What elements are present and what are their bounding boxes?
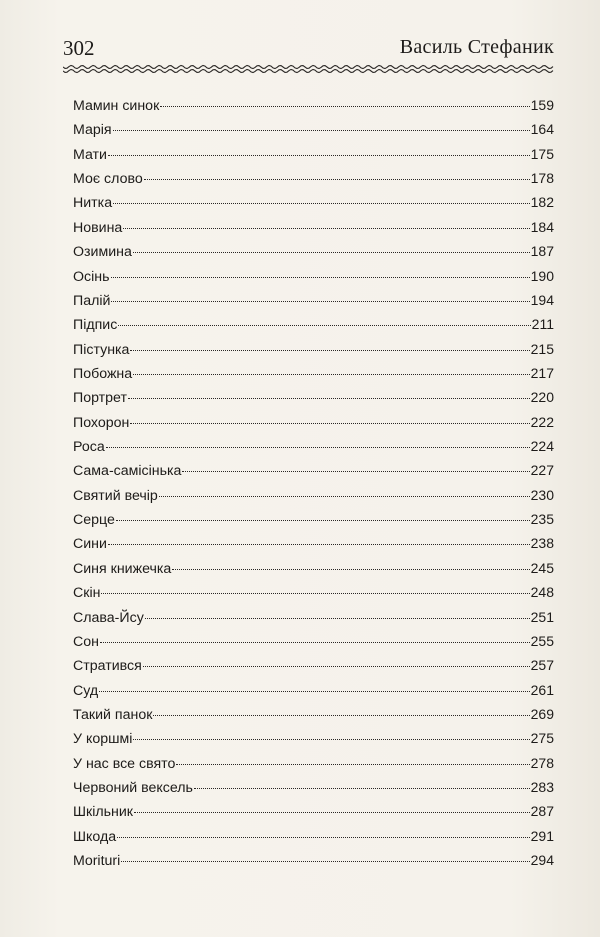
- toc-entry-title: Скін: [73, 585, 101, 602]
- toc-entry-page: 164: [530, 121, 554, 138]
- toc-entry: [73, 609, 554, 633]
- dot-leader: [143, 666, 530, 667]
- dot-leader: [133, 739, 529, 740]
- toc-entry-title: Сон: [73, 633, 99, 650]
- toc-entry-title: Марія: [73, 122, 112, 139]
- dot-leader: [145, 618, 530, 619]
- toc-entry-page: 261: [530, 681, 554, 698]
- dot-leader: [99, 691, 529, 692]
- toc-entry-title: Сини: [73, 536, 107, 553]
- toc-entry: [73, 292, 554, 316]
- toc-entry-page: 190: [530, 267, 554, 284]
- toc-entry-page: 187: [530, 243, 554, 260]
- toc-entry: [73, 194, 554, 218]
- dot-leader: [111, 277, 530, 278]
- toc-entry-title: Палій: [73, 292, 111, 309]
- dot-leader: [159, 496, 530, 497]
- author-name: Василь Стефаник: [399, 36, 554, 58]
- toc-entry-title: Святий вечір: [73, 487, 158, 504]
- dot-leader: [113, 130, 530, 131]
- toc-entry: [73, 462, 554, 486]
- toc-entry-title: Пістунка: [73, 341, 130, 358]
- toc-entry-title: Червоний вексель: [73, 780, 193, 797]
- toc-entry: [73, 511, 554, 535]
- toc-entry: [73, 121, 554, 145]
- dot-leader: [121, 861, 529, 862]
- toc-entry-title: Осінь: [73, 268, 110, 285]
- toc-entry-page: 220: [530, 389, 554, 406]
- toc-entry-title: Синя книжечка: [73, 560, 172, 577]
- toc-entry-page: 255: [530, 632, 554, 649]
- toc-entry: [73, 730, 554, 754]
- toc-entry-page: 227: [530, 462, 554, 479]
- toc-entry: [73, 146, 554, 170]
- dot-leader: [128, 398, 530, 399]
- dot-leader: [144, 179, 530, 180]
- toc-entry-page: 245: [530, 559, 554, 576]
- toc-entry-page: 275: [530, 730, 554, 747]
- dot-leader: [116, 520, 530, 521]
- toc-entry: [73, 316, 554, 340]
- dot-leader: [113, 203, 530, 204]
- dot-leader: [130, 350, 529, 351]
- toc-entry: [73, 633, 554, 657]
- toc-entry-title: Озимина: [73, 244, 132, 261]
- toc-entry-title: Серце: [73, 512, 115, 529]
- dot-leader: [133, 252, 530, 253]
- toc-entry-page: 251: [530, 608, 554, 625]
- toc-entry: [73, 682, 554, 706]
- toc-entry-page: 178: [530, 170, 554, 187]
- wavy-divider-rule: [63, 62, 554, 76]
- toc-entry-page: 159: [530, 97, 554, 113]
- toc-entry-title: Стратився: [73, 658, 142, 675]
- dot-leader: [106, 447, 530, 448]
- toc-entry: [73, 365, 554, 389]
- toc-entry-title: Суд: [73, 682, 99, 699]
- dot-leader: [118, 325, 530, 326]
- toc-entry-page: 175: [530, 145, 554, 162]
- toc-entry-page: 217: [530, 364, 554, 381]
- toc-entry: [73, 438, 554, 462]
- toc-entry-title: Такий панок: [73, 706, 153, 723]
- toc-entry: [73, 584, 554, 608]
- toc-entry: [73, 243, 554, 267]
- toc-entry-title: Нитка: [73, 195, 113, 212]
- toc-entry: [73, 97, 554, 121]
- toc-entry: [73, 268, 554, 292]
- toc-entry-page: 184: [530, 218, 554, 235]
- running-head: [63, 36, 554, 62]
- toc-entry-title: Роса: [73, 439, 105, 456]
- toc-entry-title: Новина: [73, 219, 123, 236]
- toc-entry-title: У коршмі: [73, 731, 133, 748]
- toc-entry: [73, 657, 554, 681]
- toc-entry-page: 283: [530, 779, 554, 796]
- toc-entry: [73, 219, 554, 243]
- toc-entry-page: 194: [530, 291, 554, 308]
- dot-leader: [182, 471, 529, 472]
- dot-leader: [117, 837, 530, 838]
- toc-entry-page: 248: [530, 584, 554, 601]
- toc-entry-title: Сама-самісінька: [73, 463, 182, 480]
- toc-entry-page: 230: [530, 486, 554, 503]
- toc-entry: [73, 852, 554, 876]
- toc-entry-page: 257: [530, 657, 554, 674]
- toc-entry-title: Шкільник: [73, 804, 133, 821]
- toc-entry-title: Moriturі: [73, 853, 121, 870]
- toc-entry: [73, 755, 554, 779]
- dot-leader: [133, 374, 529, 375]
- dot-leader: [176, 764, 529, 765]
- toc-entry-page: 269: [530, 705, 554, 722]
- dot-leader: [123, 228, 529, 229]
- toc-entry-title: Шкода: [73, 828, 117, 845]
- toc-entry-page: 224: [530, 438, 554, 455]
- dot-leader: [101, 593, 529, 594]
- toc-entry-page: 235: [530, 511, 554, 528]
- toc-entry-title: У нас все свято: [73, 755, 176, 772]
- toc-entry-title: Побожна: [73, 365, 133, 382]
- dot-leader: [134, 812, 530, 813]
- toc-entry: [73, 487, 554, 511]
- dot-leader: [100, 642, 530, 643]
- dot-leader: [108, 544, 530, 545]
- dot-leader: [160, 106, 529, 107]
- toc-entry-page: 211: [531, 316, 554, 333]
- toc-entry-title: Мамин синок: [73, 98, 160, 114]
- toc-entry-page: 278: [530, 754, 554, 771]
- toc-entry-page: 182: [530, 194, 554, 211]
- toc-entry: [73, 706, 554, 730]
- toc-entry: [73, 414, 554, 438]
- toc-entry: [73, 170, 554, 194]
- dot-leader: [130, 423, 529, 424]
- toc-entry-title: Підпис: [73, 317, 118, 334]
- toc-entry-title: Похорон: [73, 414, 130, 431]
- toc-entry: [73, 535, 554, 559]
- page-number: 302: [63, 36, 95, 60]
- toc-entry: [73, 389, 554, 413]
- toc-entry: [73, 560, 554, 584]
- toc-entry-title: Мати: [73, 146, 107, 163]
- toc-entry-page: 287: [530, 803, 554, 820]
- toc-entry-title: Портрет: [73, 390, 127, 407]
- toc-entry: [73, 779, 554, 803]
- toc-entry: [73, 341, 554, 365]
- dot-leader: [111, 301, 529, 302]
- toc-entry-title: Слава-Йсу: [73, 609, 144, 626]
- dot-leader: [172, 569, 529, 570]
- toc-entry: [73, 803, 554, 827]
- dot-leader: [108, 155, 530, 156]
- toc-entry-page: 294: [530, 852, 554, 869]
- toc-entry-page: 222: [530, 413, 554, 430]
- toc-entry-page: 215: [530, 340, 554, 357]
- toc-entry: [73, 828, 554, 852]
- toc-entry-title: Моє слово: [73, 171, 143, 188]
- table-of-contents: [73, 97, 554, 877]
- dot-leader: [153, 715, 529, 716]
- dot-leader: [194, 788, 530, 789]
- toc-entry-page: 291: [530, 827, 554, 844]
- toc-entry-page: 238: [530, 535, 554, 552]
